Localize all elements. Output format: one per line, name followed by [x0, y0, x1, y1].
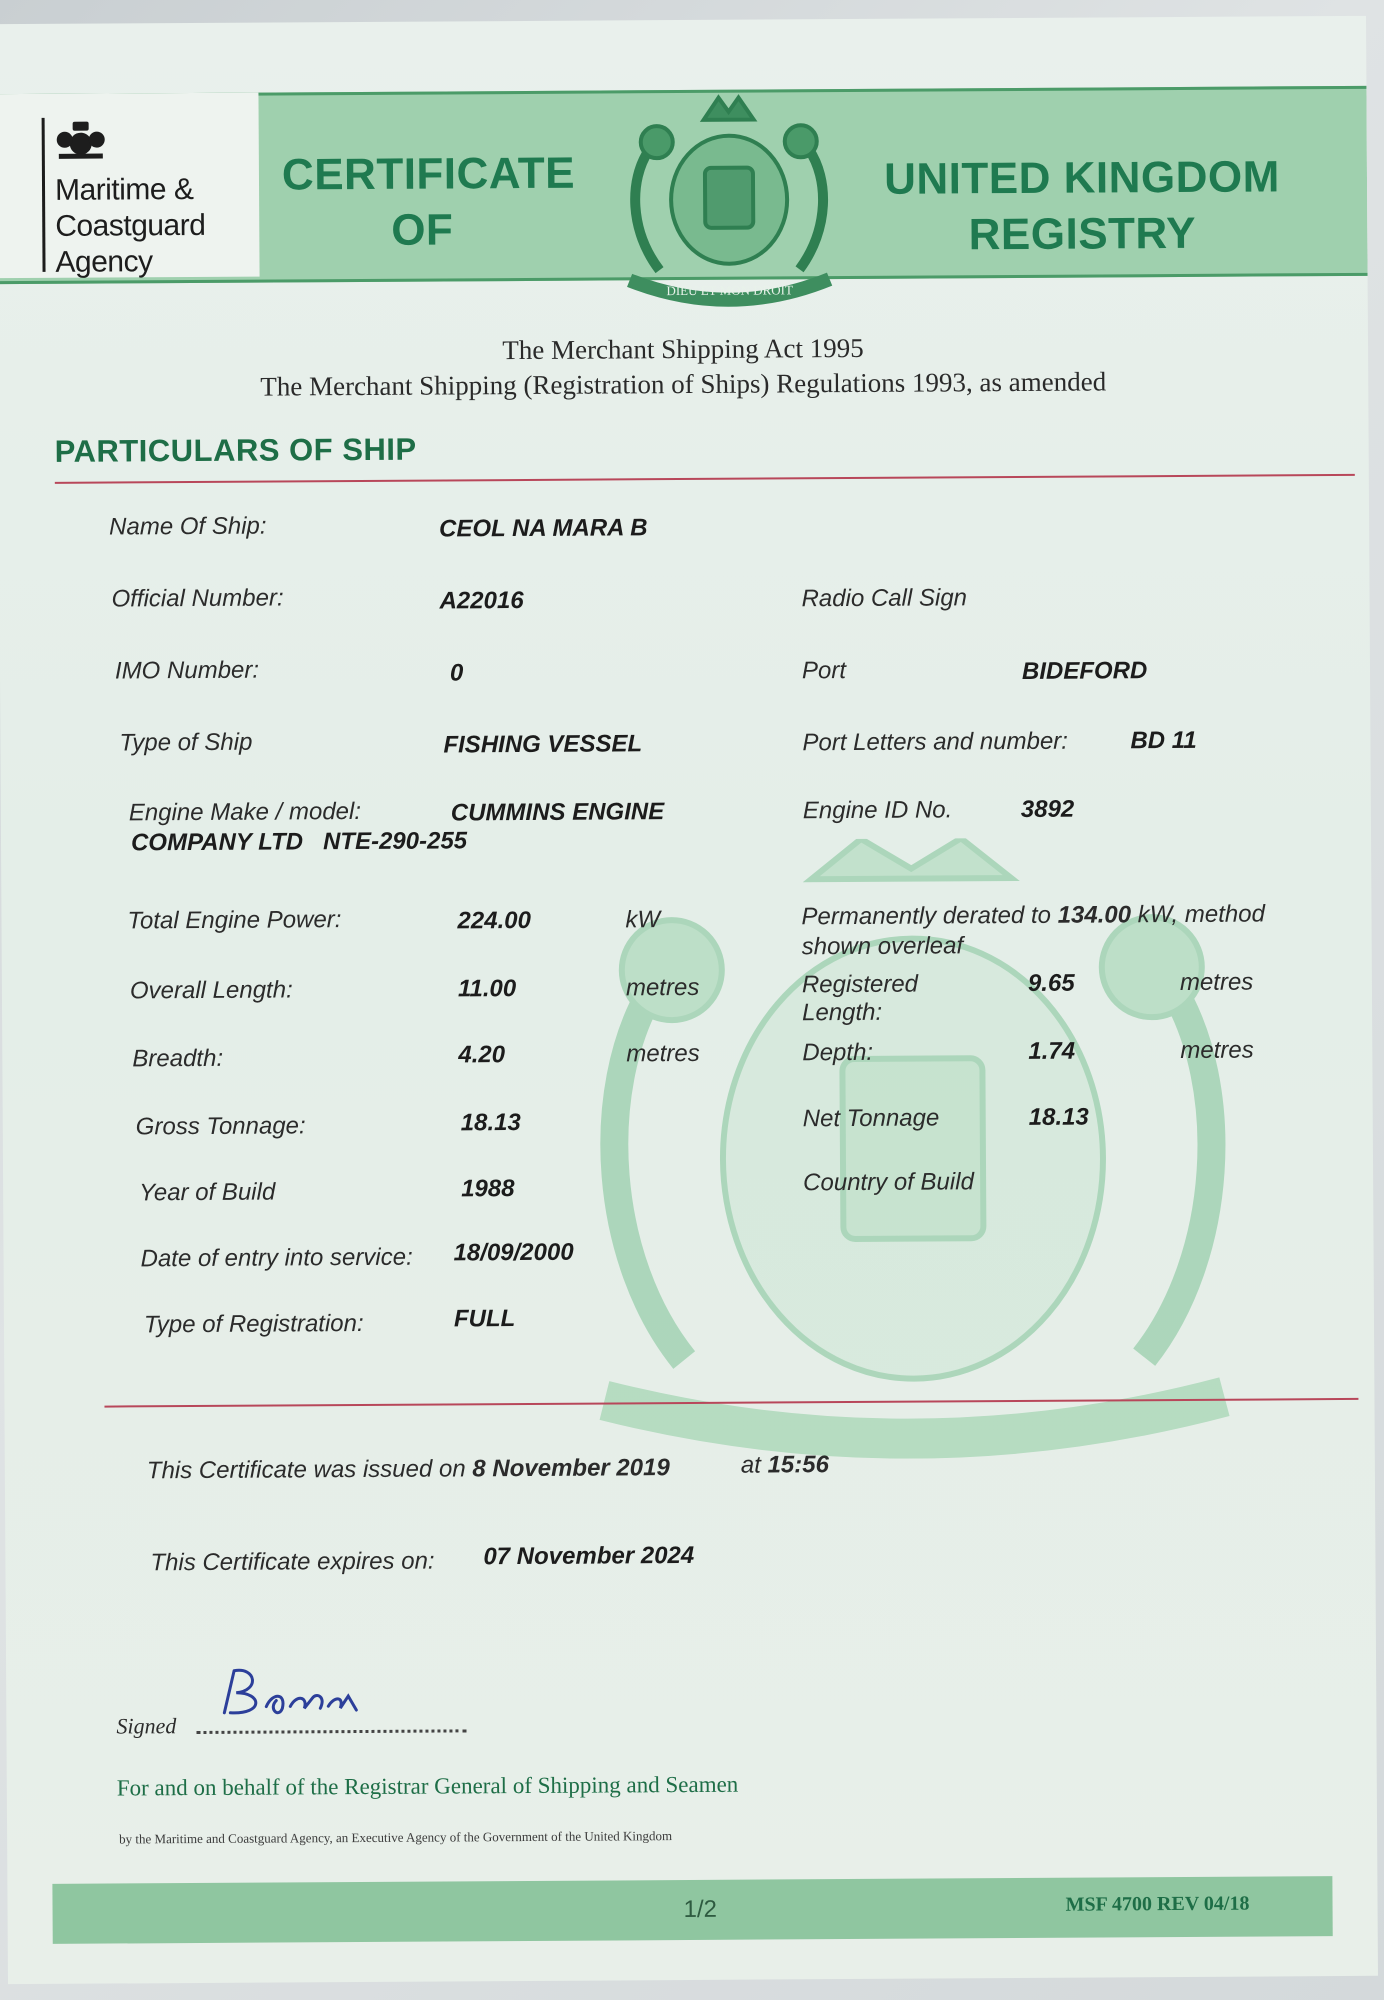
registered-length-value: 9.65	[1027, 969, 1075, 997]
section-rule	[55, 474, 1355, 484]
entry-into-service-label: Date of entry into service:	[140, 1243, 413, 1273]
derated-line-1	[801, 900, 1265, 931]
breadth-unit: metres	[626, 1039, 700, 1068]
depth-label: Depth:	[802, 1038, 874, 1067]
coat-of-arms-emblem	[608, 79, 849, 310]
engine-power-label: Total Engine Power:	[127, 906, 342, 935]
port-value: BIDEFORD	[1021, 657, 1148, 685]
official-number-label: Official Number:	[111, 584, 284, 613]
at-label: at	[740, 1451, 768, 1479]
title-right-line-2: REGISTRY	[968, 208, 1197, 260]
gross-tonnage-label: Gross Tonnage:	[135, 1112, 306, 1141]
certificate-page	[0, 16, 1378, 1984]
form-code: MSF 4700 REV 04/18	[1065, 1892, 1250, 1916]
issued-time-line	[741, 1451, 829, 1480]
engine-id-value: 3892	[1020, 795, 1075, 823]
name-value: CEOL NA MARA B	[439, 514, 648, 543]
engine-make-label: Engine Make / model:	[128, 797, 362, 827]
ship-type-label: Type of Ship	[119, 728, 253, 757]
engine-make-value-2: COMPANY LTD NTE-290-255	[130, 827, 468, 857]
emblem-motto: DIEU ET MON DROIT	[666, 282, 793, 299]
derated-value: 134.00	[1057, 901, 1132, 929]
agency-name-line-2: Coastguard	[55, 208, 206, 243]
port-letters-value: BD 11	[1130, 726, 1197, 755]
page-number: 1/2	[683, 1895, 718, 1924]
name-label: Name Of Ship:	[109, 512, 267, 541]
royal-crest-icon	[53, 118, 109, 164]
derated-post: kW, method	[1130, 900, 1265, 929]
agency-name-line-3: Agency	[55, 245, 153, 279]
registered-length-unit: metres	[1179, 968, 1254, 996]
entry-into-service-value: 18/09/2000	[453, 1238, 574, 1267]
year-of-build-label: Year of Build	[139, 1178, 276, 1207]
overall-length-label: Overall Length:	[129, 976, 293, 1005]
derated-line-2: shown overleaf	[801, 932, 964, 961]
issued-date: 8 November 2019	[472, 1454, 670, 1483]
imo-number-value: 0	[449, 659, 464, 687]
imo-number-label: IMO Number:	[114, 656, 260, 685]
port-letters-label: Port Letters and number:	[802, 727, 1068, 757]
registered-length-label-2: Length:	[801, 998, 883, 1027]
year-of-build-value: 1988	[461, 1175, 515, 1203]
gross-tonnage-value: 18.13	[460, 1109, 521, 1137]
country-of-build-label: Country of Build	[803, 1168, 974, 1197]
port-label: Port	[801, 657, 847, 685]
engine-make-value-1: CUMMINS ENGINE	[450, 798, 665, 827]
net-tonnage-label: Net Tonnage	[802, 1104, 940, 1133]
engine-id-label: Engine ID No.	[802, 796, 953, 825]
overall-length-unit: metres	[625, 973, 700, 1002]
expires-date: 07 November 2024	[483, 1541, 695, 1571]
ship-type-value: FISHING VESSEL	[443, 730, 643, 759]
signature-line	[196, 1729, 466, 1734]
act-line-2: The Merchant Shipping (Registration of Ships) Regulations 1993, as amended	[260, 366, 1107, 402]
registration-type-value: FULL	[453, 1305, 516, 1333]
depth-unit: metres	[1180, 1036, 1254, 1064]
registered-length-label-1: Registered	[801, 970, 919, 999]
radio-call-sign-label: Radio Call Sign	[801, 584, 968, 613]
derated-pre: Permanently derated to	[801, 901, 1058, 931]
agency-note: by the Maritime and Coastguard Agency, an Executive Agency of the Government of the United Kingdom	[119, 1828, 673, 1847]
signed-label: Signed	[116, 1713, 177, 1739]
title-left-line-2: OF	[391, 205, 454, 255]
overall-length-value: 11.00	[457, 975, 517, 1003]
net-tonnage-value: 18.13	[1028, 1103, 1089, 1131]
expires-label: This Certificate expires on:	[150, 1547, 435, 1577]
registration-type-label: Type of Registration:	[143, 1309, 364, 1339]
act-line-1: The Merchant Shipping Act 1995	[502, 332, 864, 366]
issued-time: 15:56	[767, 1451, 830, 1479]
breadth-value: 4.20	[458, 1041, 506, 1069]
engine-power-value: 224.00	[457, 906, 531, 935]
engine-power-unit: kW	[625, 906, 661, 934]
title-right-line-1: UNITED KINGDOM	[884, 152, 1280, 204]
issued-line	[147, 1454, 670, 1485]
handwritten-signature	[216, 1662, 376, 1723]
issued-label: This Certificate was issued on	[146, 1455, 473, 1485]
depth-value: 1.74	[1028, 1037, 1076, 1065]
title-left-line-1: CERTIFICATE	[281, 148, 576, 200]
official-number-value: A22016	[439, 586, 524, 615]
breadth-label: Breadth:	[132, 1044, 224, 1073]
behalf-text: For and on behalf of the Registrar General of Shipping and Seamen	[116, 1771, 739, 1801]
agency-name-line-1: Maritime &	[54, 173, 194, 207]
section-title: PARTICULARS OF SHIP	[54, 431, 417, 469]
